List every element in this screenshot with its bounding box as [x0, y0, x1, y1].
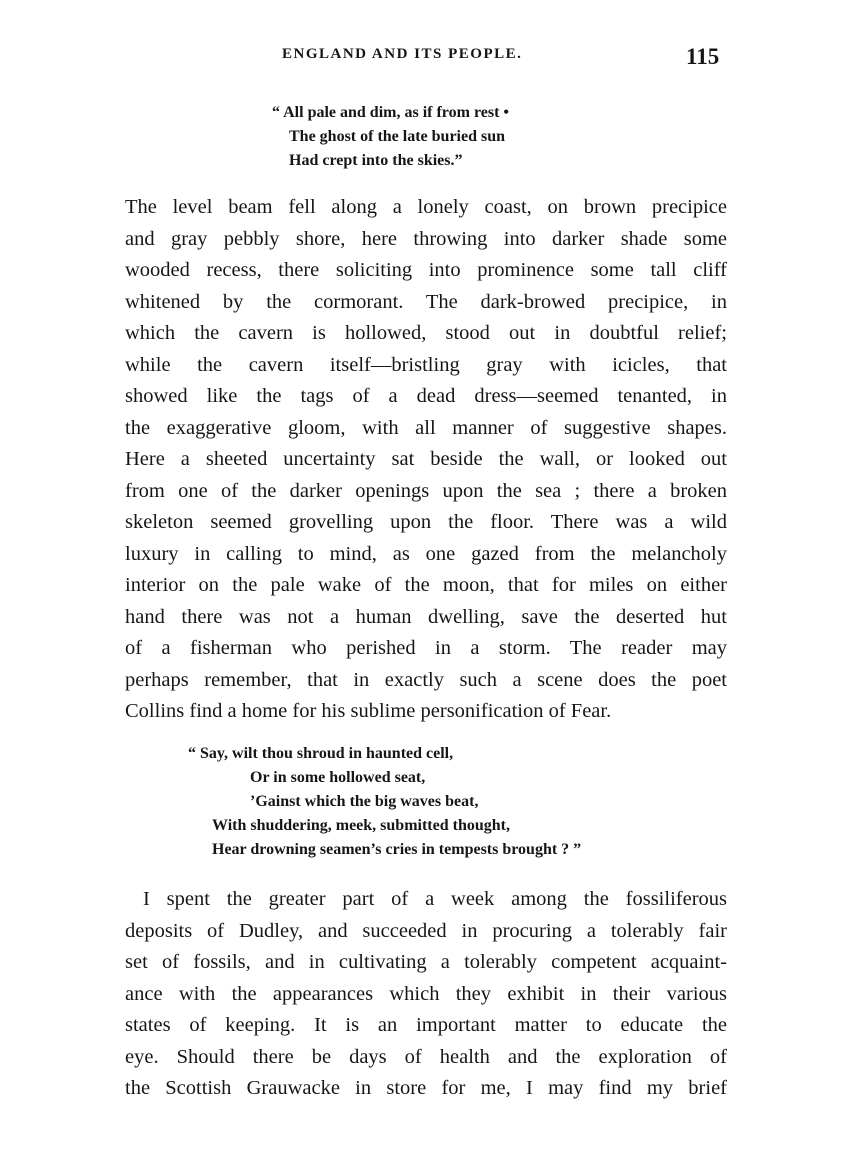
quotation-verse: [188, 742, 581, 862]
paragraph-1: [125, 192, 727, 728]
text-line: hand there was not a human dwelling, save the deserted hut: [125, 605, 727, 628]
verse-line: Or in some hollowed seat,: [250, 769, 426, 786]
text-line: interior on the pale wake of the moon, that for miles on either: [125, 574, 727, 596]
text-line: deposits of Dudley, and succeeded in procuring a tolerably fair: [125, 919, 727, 942]
text-line: Here a sheeted uncertainty sat beside the wall, or looked out: [125, 448, 727, 470]
page-number: 115: [686, 44, 720, 69]
verse-line: “ Say, wilt thou shroud in haunted cell,: [188, 745, 454, 762]
text-line: set of fossils, and in cultivating a tolerably competent acquaint-: [125, 951, 727, 973]
running-head: ENGLAND AND ITS PEOPLE.: [282, 46, 523, 62]
text-line: the Scottish Grauwacke in store for me, I may find my brief: [125, 1077, 727, 1099]
text-line: perhaps remember, that in exactly such a scene does the poet: [125, 668, 727, 691]
text-line: wooded recess, there soliciting into prominence some tall cliff: [125, 259, 727, 281]
text-line: of a fisherman who perished in a storm. The reader may: [125, 637, 727, 659]
verse-line: ’Gainst which the big waves beat,: [250, 793, 479, 810]
verse-line: “ All pale and dim, as if from rest •: [272, 104, 510, 121]
text-line: luxury in calling to mind, as one gazed from the melancholy: [125, 542, 727, 565]
text-line: I spent the greater part of a week among the fossiliferous: [143, 888, 727, 910]
text-line: the exaggerative gloom, with all manner of suggestive shapes.: [125, 416, 727, 439]
text-line: Collins find a home for his sublime personification of Fear.: [125, 700, 612, 722]
text-line: skeleton seemed grovelling upon the floor. There was a wild: [125, 511, 727, 533]
text-line: from one of the darker openings upon the sea ; there a broken: [125, 479, 727, 502]
text-line: ance with the appearances which they exhibit in their various: [125, 982, 727, 1005]
paragraph-2: [125, 884, 727, 1105]
text-line: The level beam fell along a lonely coast, on brown precipice: [125, 196, 727, 218]
text-line: eye. Should there be days of health and the exploration of: [125, 1045, 727, 1068]
text-line: and gray pebbly shore, here throwing into darker shade some: [125, 227, 727, 250]
text-line: which the cavern is hollowed, stood out in doubtful relief;: [125, 322, 727, 344]
verse-line: Hear drowning seamen’s cries in tempests brought ? ”: [212, 841, 582, 858]
verse-line: Had crept into the skies.”: [289, 152, 463, 169]
text-line: whitened by the cormorant. The dark-browed precipice, in: [125, 290, 727, 313]
text-line: while the cavern itself—bristling gray with icicles, that: [125, 353, 727, 376]
text-line: states of keeping. It is an important matter to educate the: [125, 1014, 727, 1036]
epigraph-verse: [272, 101, 509, 173]
verse-line: With shuddering, meek, submitted thought,: [212, 817, 510, 834]
text-line: showed like the tags of a dead dress—seemed tenanted, in: [125, 385, 727, 407]
verse-line: The ghost of the late buried sun: [289, 128, 506, 145]
